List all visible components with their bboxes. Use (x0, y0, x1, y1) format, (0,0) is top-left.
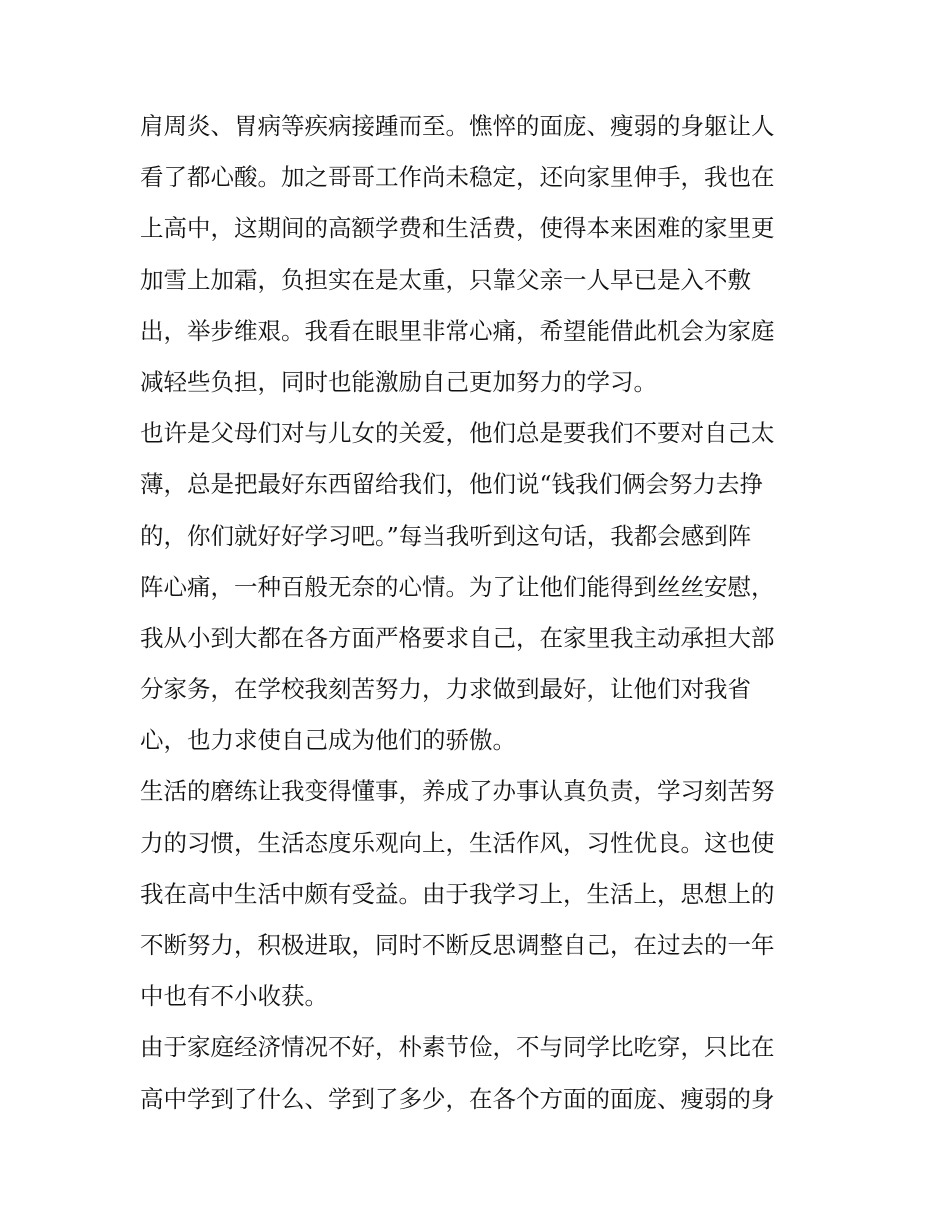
text-line: 力的习惯，生活态度乐观向上，生活作风，习性优良。这也使 (140, 828, 775, 857)
text-line: 看了都心酸。加之哥哥工作尚未稳定，还向家里伸手，我也在 (140, 163, 775, 192)
document-body-text (140, 101, 820, 1125)
text-line: 薄，总是把最好东西留给我们，他们说“钱我们俩会努力去挣 (140, 470, 764, 499)
text-line: 肩周炎、胃病等疾病接踵而至。憔悴的面庞、瘦弱的身躯让人 (140, 112, 775, 140)
text-line: 我在高中生活中颇有受益。由于我学习上，生活上，思想上的 (140, 879, 775, 908)
text-line: 减轻些负担，同时也能激励自己更加努力的学习。 (140, 367, 657, 396)
text-line: 加雪上加霜，负担实在是太重，只靠父亲一人早已是入不敷 (140, 265, 751, 294)
text-line: 高中学到了什么、学到了多少，在各个方面的面庞、瘦弱的身 (140, 1084, 775, 1113)
text-line: 上高中，这期间的高额学费和生活费，使得本来困难的家里更 (140, 214, 775, 243)
text-line: 分家务，在学校我刻苦努力，力求做到最好，让他们对我省 (140, 675, 751, 704)
text-line: 我从小到大都在各方面严格要求自己，在家里我主动承担大部 (140, 623, 775, 652)
text-line: 也许是父母们对与儿女的关爱，他们总是要我们不要对自己太 (140, 419, 775, 448)
text-line: 的，你们就好好学习吧。”每当我听到这句话，我都会感到阵 (140, 521, 752, 550)
text-line: 生活的磨练让我变得懂事，养成了办事认真负责，学习刻苦努 (140, 777, 775, 806)
text-line: 阵心痛，一种百般无奈的心情。为了让他们能得到丝丝安慰， (140, 572, 775, 601)
text-line: 心，也力求使自己成为他们的骄傲。 (140, 726, 516, 755)
text-line: 由于家庭经济情况不好，朴素节俭，不与同学比吃穿，只比在 (140, 1033, 775, 1062)
text-line: 出，举步维艰。我看在眼里非常心痛，希望能借此机会为家庭 (140, 316, 775, 345)
text-line: 中也有不小收获。 (140, 982, 328, 1011)
text-line: 不断努力，积极进取，同时不断反思调整自己，在过去的一年 (140, 931, 775, 959)
